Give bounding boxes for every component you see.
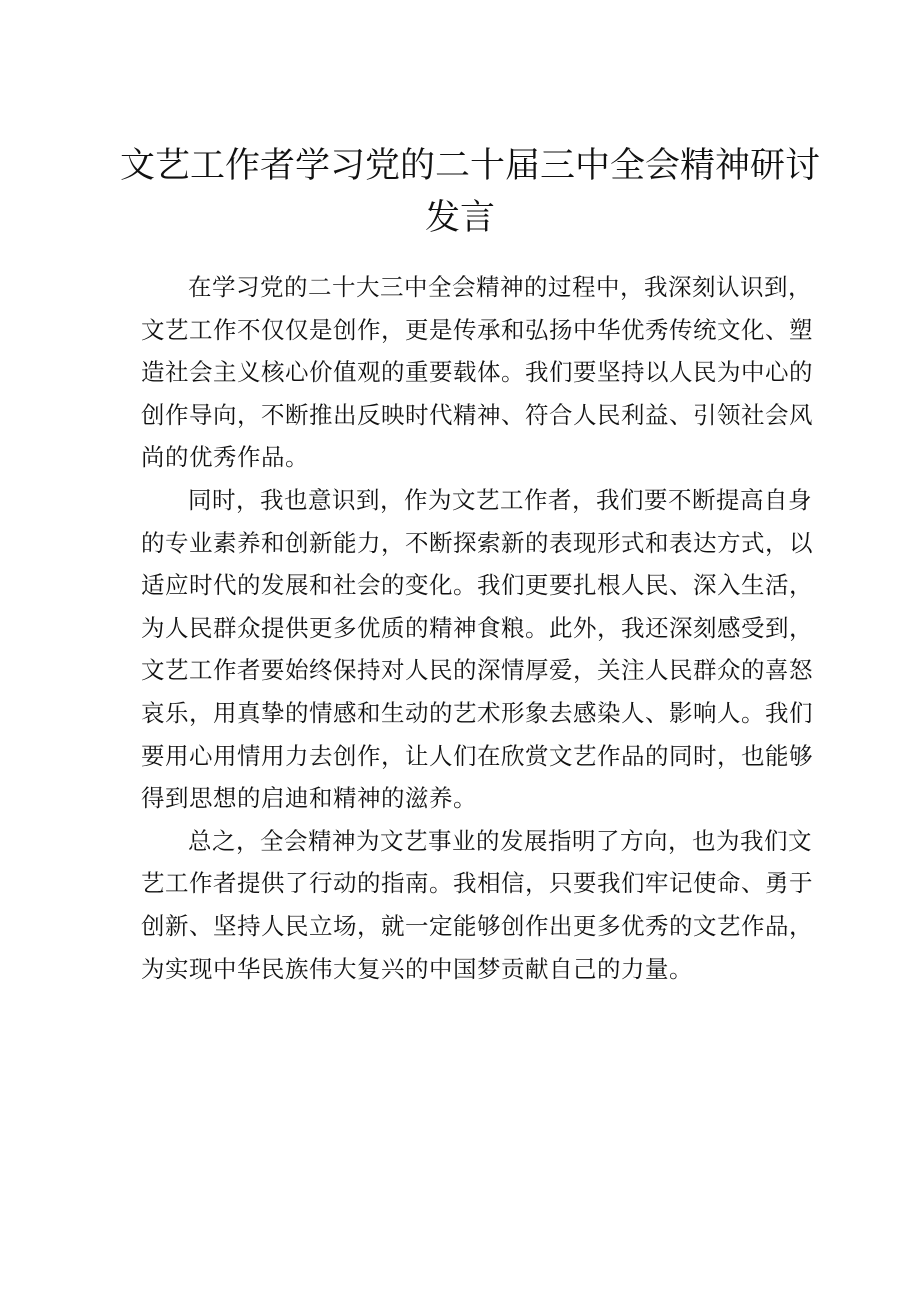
text-line: 为人民群众提供更多优质的精神食粮。此外，我还深刻感受到， [141,613,813,642]
text-line: 总之，全会精神为文艺事业的发展指明了方向，也为我们文 [188,826,812,855]
text-line: 创作导向，不断推出反映时代精神、符合人民利益、引领社会风 [141,400,813,429]
text-line: 的专业素养和创新能力，不断探索新的表现形式和表达方式，以 [141,528,813,557]
text-line: 文艺工作者要始终保持对人民的深情厚爱，关注人民群众的喜怒 [141,656,813,685]
text-line: 要用心用情用力去创作，让人们在欣赏文艺作品的同时，也能够 [141,741,813,770]
text-line: 得到思想的启迪和精神的滋养。 [141,784,477,813]
document-title [120,140,821,244]
paragraph-1 [141,266,813,479]
text-line: 在学习党的二十大三中全会精神的过程中，我深刻认识到， [188,273,812,301]
document-body [141,266,813,990]
title-line: 发言 [424,198,495,238]
text-line: 哀乐，用真挚的情感和生动的艺术形象去感染人、影响人。我们 [141,698,813,727]
text-line: 艺工作者提供了行动的指南。我相信，只要我们牢记使命、勇于 [141,869,813,898]
paragraph-3 [141,820,813,990]
text-line: 创新、坚持人民立场，就一定能够创作出更多优秀的文艺作品， [141,911,813,940]
text-line: 为实现中华民族伟大复兴的中国梦贡献自己的力量。 [141,954,693,983]
title-line: 文艺工作者学习党的二十届三中全会精神研讨 [120,146,821,186]
text-line: 造社会主义核心价值观的重要载体。我们要坚持以人民为中心的 [141,358,813,387]
text-line: 适应时代的发展和社会的变化。我们更要扎根人民、深入生活， [141,571,813,600]
text-line: 同时，我也意识到，作为文艺工作者，我们要不断提高自身 [188,485,812,514]
paragraph-2 [141,479,813,820]
text-line: 文艺工作不仅仅是创作，更是传承和弘扬中华优秀传统文化、塑 [141,315,813,344]
text-line: 尚的优秀作品。 [141,443,309,472]
